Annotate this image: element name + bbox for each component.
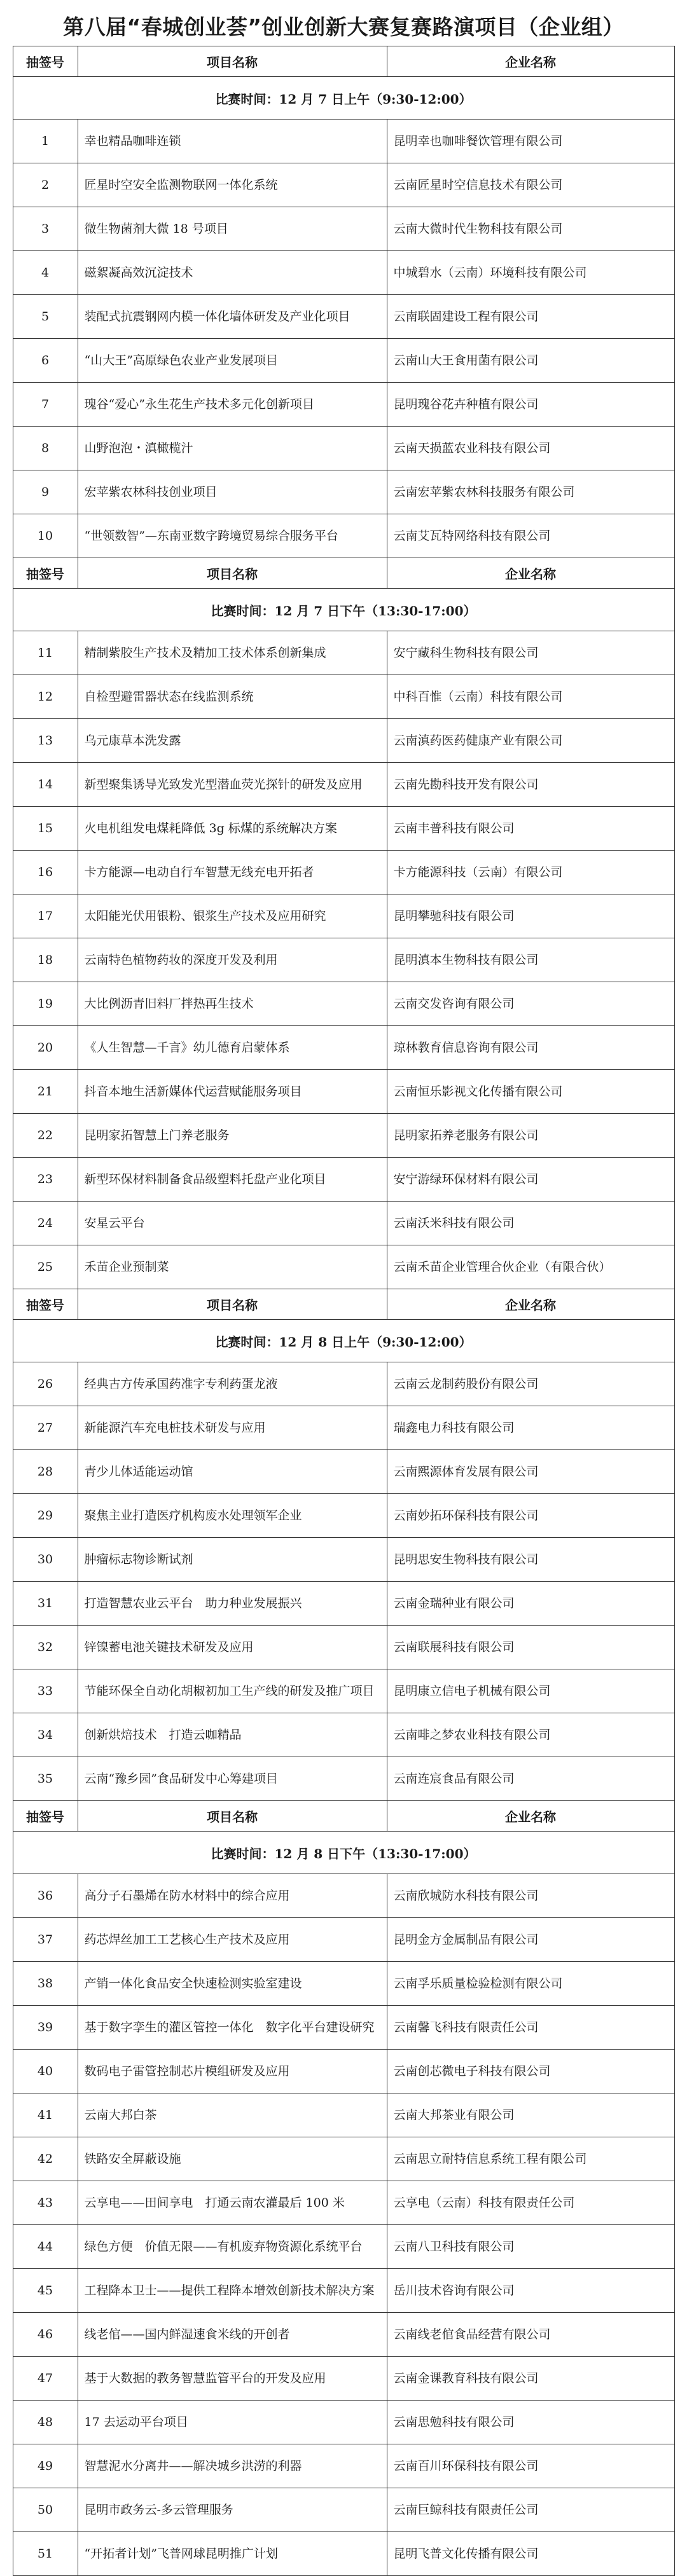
column-header-project: 项目名称	[78, 46, 387, 77]
project-name: 新型聚集诱导光致发光型潜血荧光探针的研发及应用	[78, 763, 387, 807]
company-name: 昆明瑰谷花卉种植有限公司	[387, 383, 674, 427]
table-row	[13, 163, 674, 207]
table-row	[13, 1202, 674, 1245]
company-name: 云南丰普科技有限公司	[387, 807, 674, 851]
draw-number: 26	[13, 1362, 78, 1406]
project-name: 智慧泥水分离井——解决城乡洪涝的利器	[78, 2444, 387, 2488]
table-row	[13, 2093, 674, 2137]
column-header-company: 企业名称	[387, 46, 674, 77]
company-name: 昆明攀驰科技有限公司	[387, 894, 674, 938]
project-name: 绿色方便 价值无限——有机废弃物资源化系统平台	[78, 2225, 387, 2269]
project-name: “山大王”高原绿色农业产业发展项目	[78, 339, 387, 383]
project-name: 卡方能源—电动自行车智慧无线充电开拓者	[78, 851, 387, 894]
table-row	[13, 2181, 674, 2225]
column-header-num: 抽签号	[13, 1289, 78, 1320]
column-header-project: 项目名称	[78, 1289, 387, 1320]
company-name: 云南滇药医药健康产业有限公司	[387, 719, 674, 763]
project-name: 火电机组发电煤耗降低 3g 标煤的系统解决方案	[78, 807, 387, 851]
draw-number: 21	[13, 1070, 78, 1114]
company-name: 云南百川环保科技有限公司	[387, 2444, 674, 2488]
header-row	[13, 46, 674, 77]
draw-number: 11	[13, 631, 78, 675]
project-name: 磁絮凝高效沉淀技术	[78, 251, 387, 295]
draw-number: 8	[13, 427, 78, 470]
project-name: 青少儿体适能运动馆	[78, 1450, 387, 1494]
session-row	[13, 1320, 674, 1362]
company-name: 昆明飞普文化传播有限公司	[387, 2532, 674, 2576]
project-name: 抖音本地生活新媒体代运营赋能服务项目	[78, 1070, 387, 1114]
draw-number: 31	[13, 1582, 78, 1626]
table-row	[13, 427, 674, 470]
header-row	[13, 1801, 674, 1832]
session-row	[13, 1832, 674, 1874]
table-row	[13, 1626, 674, 1669]
table-row	[13, 1538, 674, 1582]
column-header-company: 企业名称	[387, 1801, 674, 1832]
project-name: 线老倌——国内鲜湿速食米线的开创者	[78, 2313, 387, 2357]
table-row	[13, 1962, 674, 2006]
project-name: 锌镍蓄电池关键技术研发及应用	[78, 1626, 387, 1669]
draw-number: 3	[13, 207, 78, 251]
table-row	[13, 470, 674, 514]
project-name: 《人生智慧—千言》幼儿德育启蒙体系	[78, 1026, 387, 1070]
project-name: 铁路安全屏蔽设施	[78, 2137, 387, 2181]
table-row	[13, 719, 674, 763]
project-table	[13, 46, 675, 2576]
project-name: 17 去运动平台项目	[78, 2401, 387, 2444]
project-name: 匠星时空安全监测物联网一体化系统	[78, 163, 387, 207]
project-name: 禾苗企业预制菜	[78, 1245, 387, 1289]
table-row	[13, 2137, 674, 2181]
company-name: 云南天损蓝农业科技有限公司	[387, 427, 674, 470]
project-name: 宏苹紫农林科技创业项目	[78, 470, 387, 514]
draw-number: 12	[13, 675, 78, 719]
company-name: 云南线老倌食品经营有限公司	[387, 2313, 674, 2357]
table-row	[13, 2357, 674, 2401]
table-row	[13, 851, 674, 894]
company-name: 云南联展科技有限公司	[387, 1626, 674, 1669]
draw-number: 15	[13, 807, 78, 851]
company-name: 云南金课教育科技有限公司	[387, 2357, 674, 2401]
company-name: 云南巨鲸科技有限责任公司	[387, 2488, 674, 2532]
company-name: 云南创芯微电子科技有限公司	[387, 2050, 674, 2093]
draw-number: 44	[13, 2225, 78, 2269]
project-name: 基于数字孪生的灌区管控一体化 数字化平台建设研究	[78, 2006, 387, 2050]
table-row	[13, 1757, 674, 1801]
draw-number: 14	[13, 763, 78, 807]
project-table-body	[13, 46, 674, 2576]
company-name: 云南沃米科技有限公司	[387, 1202, 674, 1245]
draw-number: 13	[13, 719, 78, 763]
company-name: 云南山大王食用菌有限公司	[387, 339, 674, 383]
company-name: 云南宏苹紫农林科技服务有限公司	[387, 470, 674, 514]
draw-number: 7	[13, 383, 78, 427]
session-time: 比赛时间：12 月 8 日上午（9:30-12:00）	[13, 1320, 674, 1362]
draw-number: 19	[13, 982, 78, 1026]
draw-number: 4	[13, 251, 78, 295]
table-row	[13, 2444, 674, 2488]
draw-number: 49	[13, 2444, 78, 2488]
table-row	[13, 2401, 674, 2444]
company-name: 昆明思安生物科技有限公司	[387, 1538, 674, 1582]
company-name: 云南欣城防水科技有限公司	[387, 1874, 674, 1918]
table-row	[13, 1362, 674, 1406]
table-row	[13, 807, 674, 851]
company-name: 岳川技术咨询有限公司	[387, 2269, 674, 2313]
company-name: 云南思勉科技有限公司	[387, 2401, 674, 2444]
draw-number: 1	[13, 120, 78, 163]
table-row	[13, 251, 674, 295]
company-name: 云南连宸食品有限公司	[387, 1757, 674, 1801]
draw-number: 47	[13, 2357, 78, 2401]
draw-number: 33	[13, 1669, 78, 1713]
company-name: 云南啡之梦农业科技有限公司	[387, 1713, 674, 1757]
company-name: 云南联固建设工程有限公司	[387, 295, 674, 339]
project-name: 新型环保材料制备食品级塑料托盘产业化项目	[78, 1158, 387, 1202]
table-row	[13, 295, 674, 339]
company-name: 云南艾瓦特网络科技有限公司	[387, 514, 674, 558]
table-row	[13, 1582, 674, 1626]
project-name: 云享电——田间享电 打通云南农灌最后 100 米	[78, 2181, 387, 2225]
company-name: 卡方能源科技（云南）有限公司	[387, 851, 674, 894]
project-name: 工程降本卫士——提供工程降本增效创新技术解决方案	[78, 2269, 387, 2313]
session-row	[13, 589, 674, 631]
table-row	[13, 1406, 674, 1450]
draw-number: 46	[13, 2313, 78, 2357]
column-header-project: 项目名称	[78, 558, 387, 589]
header-row	[13, 558, 674, 589]
table-row	[13, 2225, 674, 2269]
draw-number: 18	[13, 938, 78, 982]
draw-number: 51	[13, 2532, 78, 2576]
company-name: 云南禾苗企业管理合伙企业（有限合伙）	[387, 1245, 674, 1289]
draw-number: 28	[13, 1450, 78, 1494]
project-name: 云南“豫乡园”食品研发中心筹建项目	[78, 1757, 387, 1801]
project-name: 乌元康草本洗发露	[78, 719, 387, 763]
project-name: 云南大邦白茶	[78, 2093, 387, 2137]
company-name: 瑞鑫电力科技有限公司	[387, 1406, 674, 1450]
column-header-num: 抽签号	[13, 46, 78, 77]
company-name: 云南云龙制药股份有限公司	[387, 1362, 674, 1406]
draw-number: 20	[13, 1026, 78, 1070]
project-name: 创新烘焙技术 打造云咖精品	[78, 1713, 387, 1757]
company-name: 昆明幸也咖啡餐饮管理有限公司	[387, 120, 674, 163]
company-name: 云南熙源体育发展有限公司	[387, 1450, 674, 1494]
session-time: 比赛时间：12 月 7 日上午（9:30-12:00）	[13, 77, 674, 120]
draw-number: 37	[13, 1918, 78, 1962]
project-name: 幸也精品咖啡连锁	[78, 120, 387, 163]
draw-number: 48	[13, 2401, 78, 2444]
project-name: 经典古方传承国药准字专利药蛋龙液	[78, 1362, 387, 1406]
project-name: 自检型避雷器状态在线监测系统	[78, 675, 387, 719]
project-name: “世领数智”—东南亚数字跨境贸易综合服务平台	[78, 514, 387, 558]
project-name: 产销一体化食品安全快速检测实验室建设	[78, 1962, 387, 2006]
project-name: 太阳能光伏用银粉、银浆生产技术及应用研究	[78, 894, 387, 938]
company-name: 云南匠星时空信息技术有限公司	[387, 163, 674, 207]
company-name: 中城碧水（云南）环境科技有限公司	[387, 251, 674, 295]
project-name: 瑰谷“爱心”永生花生产技术多元化创新项目	[78, 383, 387, 427]
project-name: “开拓者计划”飞普网球昆明推广计划	[78, 2532, 387, 2576]
table-row	[13, 1450, 674, 1494]
draw-number: 25	[13, 1245, 78, 1289]
draw-number: 35	[13, 1757, 78, 1801]
table-row	[13, 1245, 674, 1289]
company-name: 安宁游绿环保材料有限公司	[387, 1158, 674, 1202]
project-name: 打造智慧农业云平台 助力种业发展振兴	[78, 1582, 387, 1626]
project-name: 节能环保全自动化胡椒初加工生产线的研发及推广项目	[78, 1669, 387, 1713]
table-row	[13, 2006, 674, 2050]
draw-number: 17	[13, 894, 78, 938]
project-name: 大比例沥青旧料厂拌热再生技术	[78, 982, 387, 1026]
table-row	[13, 1713, 674, 1757]
table-row	[13, 1114, 674, 1158]
draw-number: 16	[13, 851, 78, 894]
draw-number: 34	[13, 1713, 78, 1757]
column-header-company: 企业名称	[387, 558, 674, 589]
company-name: 云南大微时代生物科技有限公司	[387, 207, 674, 251]
draw-number: 9	[13, 470, 78, 514]
company-name: 云南交发咨询有限公司	[387, 982, 674, 1026]
table-row	[13, 1494, 674, 1538]
draw-number: 22	[13, 1114, 78, 1158]
project-name: 昆明市政务云-多云管理服务	[78, 2488, 387, 2532]
draw-number: 41	[13, 2093, 78, 2137]
company-name: 云南馨飞科技有限责任公司	[387, 2006, 674, 2050]
company-name: 云南恒乐影视文化传播有限公司	[387, 1070, 674, 1114]
column-header-company: 企业名称	[387, 1289, 674, 1320]
table-row	[13, 938, 674, 982]
project-name: 肿瘤标志物诊断试剂	[78, 1538, 387, 1582]
table-row	[13, 514, 674, 558]
session-time: 比赛时间：12 月 8 日下午（13:30-17:00）	[13, 1832, 674, 1874]
company-name: 安宁藏科生物科技有限公司	[387, 631, 674, 675]
column-header-num: 抽签号	[13, 1801, 78, 1832]
table-row	[13, 1918, 674, 1962]
company-name: 云南大邦茶业有限公司	[387, 2093, 674, 2137]
project-name: 高分子石墨烯在防水材料中的综合应用	[78, 1874, 387, 1918]
table-row	[13, 763, 674, 807]
company-name: 云南妙拓环保科技有限公司	[387, 1494, 674, 1538]
page-title: 第八届“春城创业荟”创业创新大赛复赛路演项目（企业组）	[63, 15, 624, 39]
table-row	[13, 1874, 674, 1918]
project-name: 基于大数据的教务智慧监管平台的开发及应用	[78, 2357, 387, 2401]
draw-number: 38	[13, 1962, 78, 2006]
draw-number: 45	[13, 2269, 78, 2313]
project-name: 山野泡泡・滇橄榄汁	[78, 427, 387, 470]
table-row	[13, 2313, 674, 2357]
project-name: 装配式抗震钢网内模一体化墙体研发及产业化项目	[78, 295, 387, 339]
project-name: 微生物菌剂大微 18 号项目	[78, 207, 387, 251]
draw-number: 5	[13, 295, 78, 339]
project-name: 昆明家拓智慧上门养老服务	[78, 1114, 387, 1158]
session-time: 比赛时间：12 月 7 日下午（13:30-17:00）	[13, 589, 674, 631]
draw-number: 29	[13, 1494, 78, 1538]
table-row	[13, 120, 674, 163]
draw-number: 40	[13, 2050, 78, 2093]
draw-number: 6	[13, 339, 78, 383]
draw-number: 42	[13, 2137, 78, 2181]
table-row	[13, 1158, 674, 1202]
draw-number: 24	[13, 1202, 78, 1245]
company-name: 中科百惟（云南）科技有限公司	[387, 675, 674, 719]
draw-number: 39	[13, 2006, 78, 2050]
project-name: 精制紫胶生产技术及精加工技术体系创新集成	[78, 631, 387, 675]
project-name: 云南特色植物药妆的深度开发及利用	[78, 938, 387, 982]
draw-number: 50	[13, 2488, 78, 2532]
company-name: 昆明家拓养老服务有限公司	[387, 1114, 674, 1158]
column-header-num: 抽签号	[13, 558, 78, 589]
project-name: 新能源汽车充电桩技术研发与应用	[78, 1406, 387, 1450]
draw-number: 30	[13, 1538, 78, 1582]
column-header-project: 项目名称	[78, 1801, 387, 1832]
company-name: 昆明康立信电子机械有限公司	[387, 1669, 674, 1713]
table-row	[13, 383, 674, 427]
draw-number: 27	[13, 1406, 78, 1450]
table-row	[13, 207, 674, 251]
company-name: 昆明滇本生物科技有限公司	[387, 938, 674, 982]
draw-number: 32	[13, 1626, 78, 1669]
draw-number: 10	[13, 514, 78, 558]
project-name: 数码电子雷管控制芯片模组研发及应用	[78, 2050, 387, 2093]
company-name: 云南八卫科技有限公司	[387, 2225, 674, 2269]
header-row	[13, 1289, 674, 1320]
company-name: 云南孚乐质量检验检测有限公司	[387, 1962, 674, 2006]
table-row	[13, 339, 674, 383]
table-row	[13, 982, 674, 1026]
table-row	[13, 2488, 674, 2532]
project-name: 聚焦主业打造医疗机构废水处理领军企业	[78, 1494, 387, 1538]
company-name: 云南金瑞种业有限公司	[387, 1582, 674, 1626]
company-name: 云享电（云南）科技有限责任公司	[387, 2181, 674, 2225]
company-name: 云南思立耐特信息系统工程有限公司	[387, 2137, 674, 2181]
table-row	[13, 1669, 674, 1713]
table-row	[13, 631, 674, 675]
draw-number: 36	[13, 1874, 78, 1918]
table-row	[13, 2532, 674, 2576]
draw-number: 23	[13, 1158, 78, 1202]
table-row	[13, 2050, 674, 2093]
table-row	[13, 675, 674, 719]
table-row	[13, 1026, 674, 1070]
table-row	[13, 1070, 674, 1114]
draw-number: 2	[13, 163, 78, 207]
company-name: 云南先勘科技开发有限公司	[387, 763, 674, 807]
company-name: 琼林教育信息咨询有限公司	[387, 1026, 674, 1070]
table-row	[13, 894, 674, 938]
company-name: 昆明金方金属制品有限公司	[387, 1918, 674, 1962]
session-row	[13, 77, 674, 120]
draw-number: 43	[13, 2181, 78, 2225]
table-row	[13, 2269, 674, 2313]
project-name: 药芯焊丝加工工艺核心生产技术及应用	[78, 1918, 387, 1962]
project-name: 安星云平台	[78, 1202, 387, 1245]
